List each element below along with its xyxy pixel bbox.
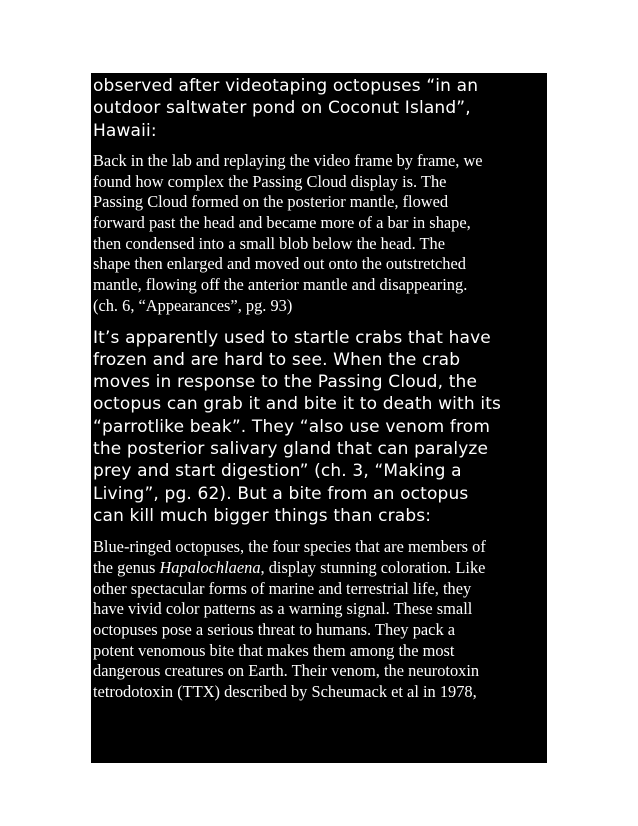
text-line: prey and start digestion” (ch. 3, “Making a	[93, 461, 462, 482]
text-line: outdoor saltwater pond on Coconut Island”,	[93, 98, 471, 119]
text-line: Living”, pg. 62). But a bite from an octopus	[93, 483, 469, 504]
quote-line: Blue-ringed octopuses, the four species that are members of	[93, 537, 486, 557]
quote-line: shape then enlarged and moved out onto the outstretched	[93, 254, 466, 274]
quote-line: potent venomous bite that makes them among the most	[93, 640, 455, 660]
quote-line	[93, 558, 541, 579]
text-line: observed after videotaping octopuses “in an	[93, 76, 479, 96]
text-line: octopus can grab it and bite it to death with its	[93, 394, 502, 415]
quote-text: the genus	[93, 557, 160, 577]
genus-name: Hapalochlaena	[159, 557, 261, 577]
quote-line: mantle, flowing off the anterior mantle and disappearing.	[93, 275, 468, 295]
quote-line: other spectacular forms of marine and terrestrial life, they	[93, 578, 472, 598]
block-quote-blue-ringed	[93, 537, 541, 703]
text-line: It’s apparently used to startle crabs that have	[93, 327, 491, 348]
quote-line: found how complex the Passing Cloud display is. The	[93, 171, 447, 191]
quote-line: have vivid color patterns as a warning signal. These small	[93, 599, 473, 619]
paragraph-startle-crabs	[93, 327, 541, 528]
quote-citation: (ch. 6, “Appearances”, pg. 93)	[93, 295, 293, 315]
text-line: the posterior salivary gland that can paralyze	[93, 439, 489, 459]
text-panel	[91, 73, 547, 763]
quote-text: , display stunning coloration. Like	[260, 557, 486, 577]
quote-line: Passing Cloud formed on the posterior mantle, flowed	[93, 192, 449, 212]
text-line: can kill much bigger things than crabs:	[93, 505, 432, 526]
paragraph-intro	[93, 75, 541, 142]
quote-line: forward past the head and became more of a bar in shape,	[93, 213, 471, 232]
quote-line: octopuses pose a serious threat to humans. They pack a	[93, 620, 456, 639]
text-line: “parrotlike beak”. They “also use venom from	[93, 416, 491, 437]
text-line: Hawaii:	[93, 120, 157, 141]
block-quote-passing-cloud	[93, 151, 541, 317]
text-line: moves in response to the Passing Cloud, the	[93, 372, 478, 393]
text-line: frozen and are hard to see. When the crab	[93, 349, 461, 370]
quote-line: tetrodotoxin (TTX) described by Scheumack et al in 1978,	[93, 682, 477, 702]
quote-line: Back in the lab and replaying the video frame by frame, we	[93, 150, 483, 170]
quote-line: then condensed into a small blob below the head. The	[93, 233, 446, 253]
quote-line: dangerous creatures on Earth. Their venom, the neurotoxin	[93, 661, 480, 681]
